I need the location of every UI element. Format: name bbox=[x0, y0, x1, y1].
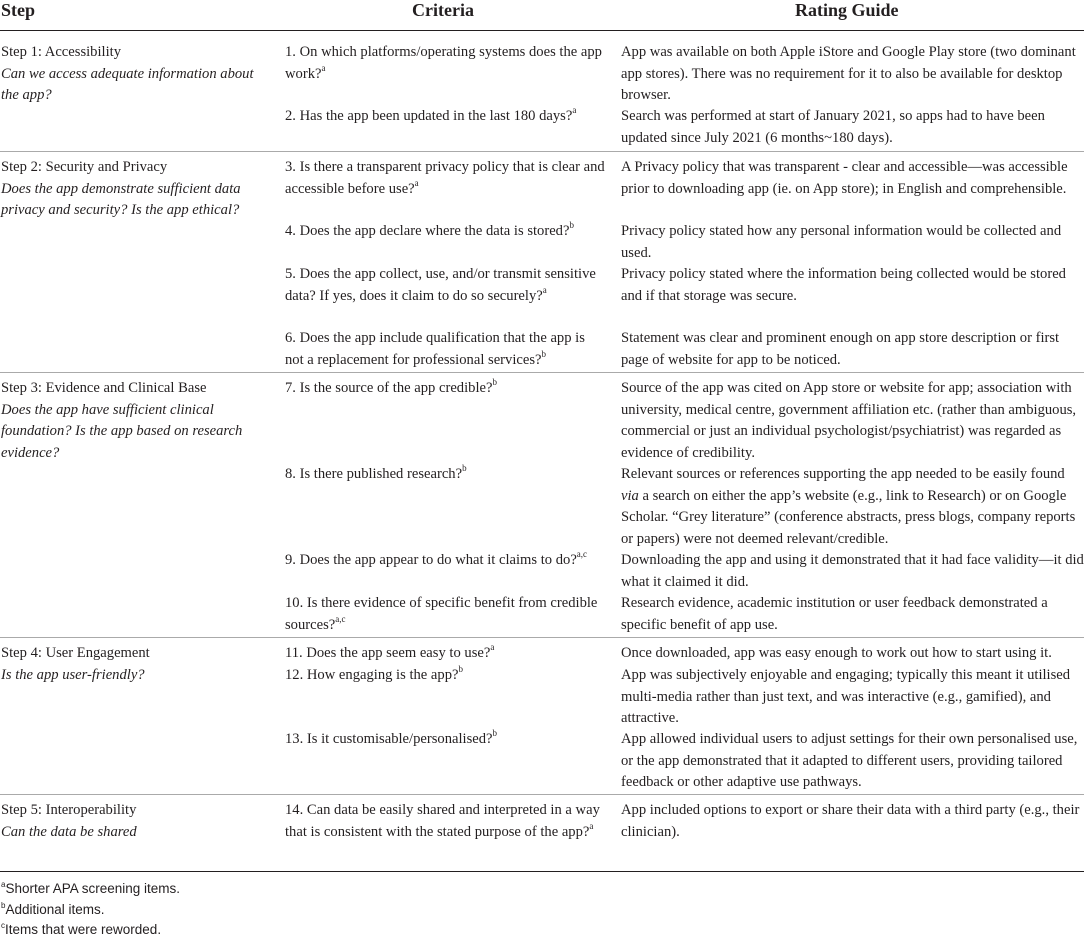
footnote-a bbox=[1, 881, 180, 897]
step-question: Can we access adequate information about the app? bbox=[1, 65, 254, 103]
guide-4: Privacy policy stated how any personal information would be collected and used. bbox=[621, 223, 1062, 261]
guide-text: Relevant sources or references supporting the app needed to be easily found bbox=[621, 466, 1065, 482]
step-5 bbox=[1, 800, 273, 843]
criterion-4 bbox=[285, 221, 607, 243]
header-step: Step bbox=[1, 0, 36, 20]
footnote-mark: a bbox=[589, 820, 594, 831]
criterion-text: 4. Does the app declare where the data is stored? bbox=[285, 223, 570, 239]
criterion-text: 13. Is it customisable/personalised? bbox=[285, 731, 493, 747]
criterion-text: 1. On which platforms/operating systems does the app work? bbox=[285, 44, 602, 82]
criterion-2 bbox=[285, 106, 607, 128]
guide-1: App was available on both Apple iStore and Google Play store (two dominant app stores). There was no requirement for it to also be available for desktop browser. bbox=[621, 44, 1076, 103]
guide-11: Once downloaded, app was easy enough to work out how to start using it. bbox=[621, 645, 1052, 661]
footnote-c bbox=[1, 922, 161, 938]
footnote-text: Shorter APA screening items. bbox=[5, 881, 181, 896]
criterion-text: 11. Does the app seem easy to use? bbox=[285, 645, 491, 661]
footnote-mark: a bbox=[542, 284, 547, 295]
guide-text: a search on either the app’s website (e.g., link to Research) or on Google Scholar. “Grey literature” (conference abstracts, press blogs, company reports or papers) were not deemed relevant/credible. bbox=[621, 487, 1076, 547]
guide-10: Research evidence, academic institution or user feedback demonstrated a specific benefit of app use. bbox=[621, 595, 1048, 633]
footnote-text: Additional items. bbox=[5, 902, 105, 917]
step-title: Step 3: Evidence and Clinical Base bbox=[1, 380, 207, 396]
footnote-b bbox=[1, 902, 105, 918]
criterion-text: 14. Can data be easily shared and interpreted in a way that is consistent with the stated purpose of the app? bbox=[285, 802, 600, 840]
criterion-text: 3. Is there a transparent privacy policy that is clear and accessible before use? bbox=[285, 159, 605, 197]
criterion-text: 5. Does the app collect, use, and/or transmit sensitive data? If yes, does it claim to do so securely? bbox=[285, 266, 596, 304]
criterion-text: 2. Has the app been updated in the last 180 days? bbox=[285, 108, 573, 124]
footnote-mark: a bbox=[1, 879, 6, 889]
criterion-text: 12. How engaging is the app? bbox=[285, 667, 459, 683]
step-2 bbox=[1, 157, 273, 222]
footnote-mark: b bbox=[1, 900, 6, 910]
criterion-text: 7. Is the source of the app credible? bbox=[285, 380, 493, 396]
step-title: Step 1: Accessibility bbox=[1, 44, 121, 60]
criterion-12 bbox=[285, 665, 607, 687]
footnote-text: Items that were reworded. bbox=[5, 922, 162, 937]
row-divider bbox=[0, 637, 1084, 638]
footnote-mark: a,c bbox=[576, 549, 588, 560]
row-divider bbox=[0, 794, 1084, 795]
guide-2: Search was performed at start of January 2021, so apps had to have been updated since July 2021 (6 months~180 days). bbox=[621, 108, 1045, 146]
header-rating-guide: Rating Guide bbox=[795, 0, 899, 20]
step-3 bbox=[1, 378, 273, 464]
guide-5: Privacy policy stated where the information being collected would be stored and if that storage was secure. bbox=[621, 266, 1066, 304]
criterion-11 bbox=[285, 643, 607, 665]
criterion-text: 8. Is there published research? bbox=[285, 466, 463, 482]
guide-6: Statement was clear and prominent enough on app store description or first page of website for app to be noticed. bbox=[621, 330, 1060, 368]
criterion-7 bbox=[285, 378, 607, 400]
guide-9: Downloading the app and using it demonstrated that it had face validity—it did what it claimed it did. bbox=[621, 552, 1084, 590]
criterion-5 bbox=[285, 264, 607, 307]
step-question: Is the app user-friendly? bbox=[1, 666, 145, 683]
guide-text-italic: via bbox=[621, 487, 639, 504]
step-title: Step 2: Security and Privacy bbox=[1, 159, 168, 175]
step-title: Step 5: Interoperability bbox=[1, 802, 137, 818]
footnote-mark: a,c bbox=[335, 613, 346, 624]
step-question: Does the app have sufficient clinical foundation? Is the app based on research evidence? bbox=[1, 401, 243, 461]
guide-7: Source of the app was cited on App store or website for app; association with university, medical centre, government affiliation etc. (rather than ambiguous, commercial or just an individual psychologist/psychiatrist) was regarded as evidence of credibility. bbox=[621, 380, 1077, 461]
row-divider bbox=[0, 151, 1084, 152]
guide-12: App was subjectively enjoyable and engaging; typically this meant it utilised multi-media rather than just text, and was interactive (e.g., gamified), and attractive. bbox=[621, 667, 1071, 726]
guide-8 bbox=[621, 464, 1084, 550]
footnote-mark: b bbox=[458, 664, 463, 675]
footnote-mark: a bbox=[414, 177, 419, 188]
table-header bbox=[0, 0, 1084, 31]
criterion-text: 10. Is there evidence of specific benefit from credible sources? bbox=[285, 595, 598, 633]
criterion-13 bbox=[285, 729, 607, 751]
step-1 bbox=[1, 42, 273, 107]
step-question: Can the data be shared bbox=[1, 823, 137, 840]
footnote-mark: b bbox=[492, 728, 498, 739]
criterion-10 bbox=[285, 593, 607, 636]
criterion-8 bbox=[285, 464, 607, 486]
step-question: Does the app demonstrate sufficient data privacy and security? Is the app ethical? bbox=[1, 180, 241, 218]
criterion-text: 9. Does the app appear to do what it claims to do? bbox=[285, 552, 577, 568]
step-title: Step 4: User Engagement bbox=[1, 645, 150, 661]
criterion-9 bbox=[285, 550, 607, 572]
footnote-mark: b bbox=[462, 463, 467, 474]
guide-14: App included options to export or share their data with a third party (e.g., their clinician). bbox=[621, 802, 1080, 840]
criterion-6 bbox=[285, 328, 607, 371]
criterion-text: 6. Does the app include qualification that the app is not a replacement for professional services? bbox=[285, 330, 585, 368]
criterion-3 bbox=[285, 157, 607, 200]
footnote-mark: a bbox=[490, 642, 495, 653]
guide-13: App allowed individual users to adjust settings for their own personalised use, or the app demonstrated that it adapted to different users, providing tailored feedback or other adaptive use pathways. bbox=[621, 731, 1078, 790]
step-4 bbox=[1, 643, 273, 686]
footnote-mark: a bbox=[572, 105, 577, 116]
footnote-mark: c bbox=[1, 920, 5, 930]
footnote-mark: b bbox=[541, 348, 546, 359]
footnote-mark: b bbox=[492, 377, 497, 388]
footnote-mark: b bbox=[569, 220, 574, 231]
header-criteria: Criteria bbox=[412, 0, 474, 20]
criterion-14 bbox=[285, 800, 607, 843]
footnote-mark: a bbox=[321, 62, 326, 73]
row-divider bbox=[0, 372, 1084, 373]
table-bottom-rule bbox=[0, 871, 1084, 872]
criterion-1 bbox=[285, 42, 607, 85]
guide-3: A Privacy policy that was transparent - clear and accessible—was accessible prior to downloading app (ie. on App store); in English and comprehensible. bbox=[621, 159, 1068, 197]
